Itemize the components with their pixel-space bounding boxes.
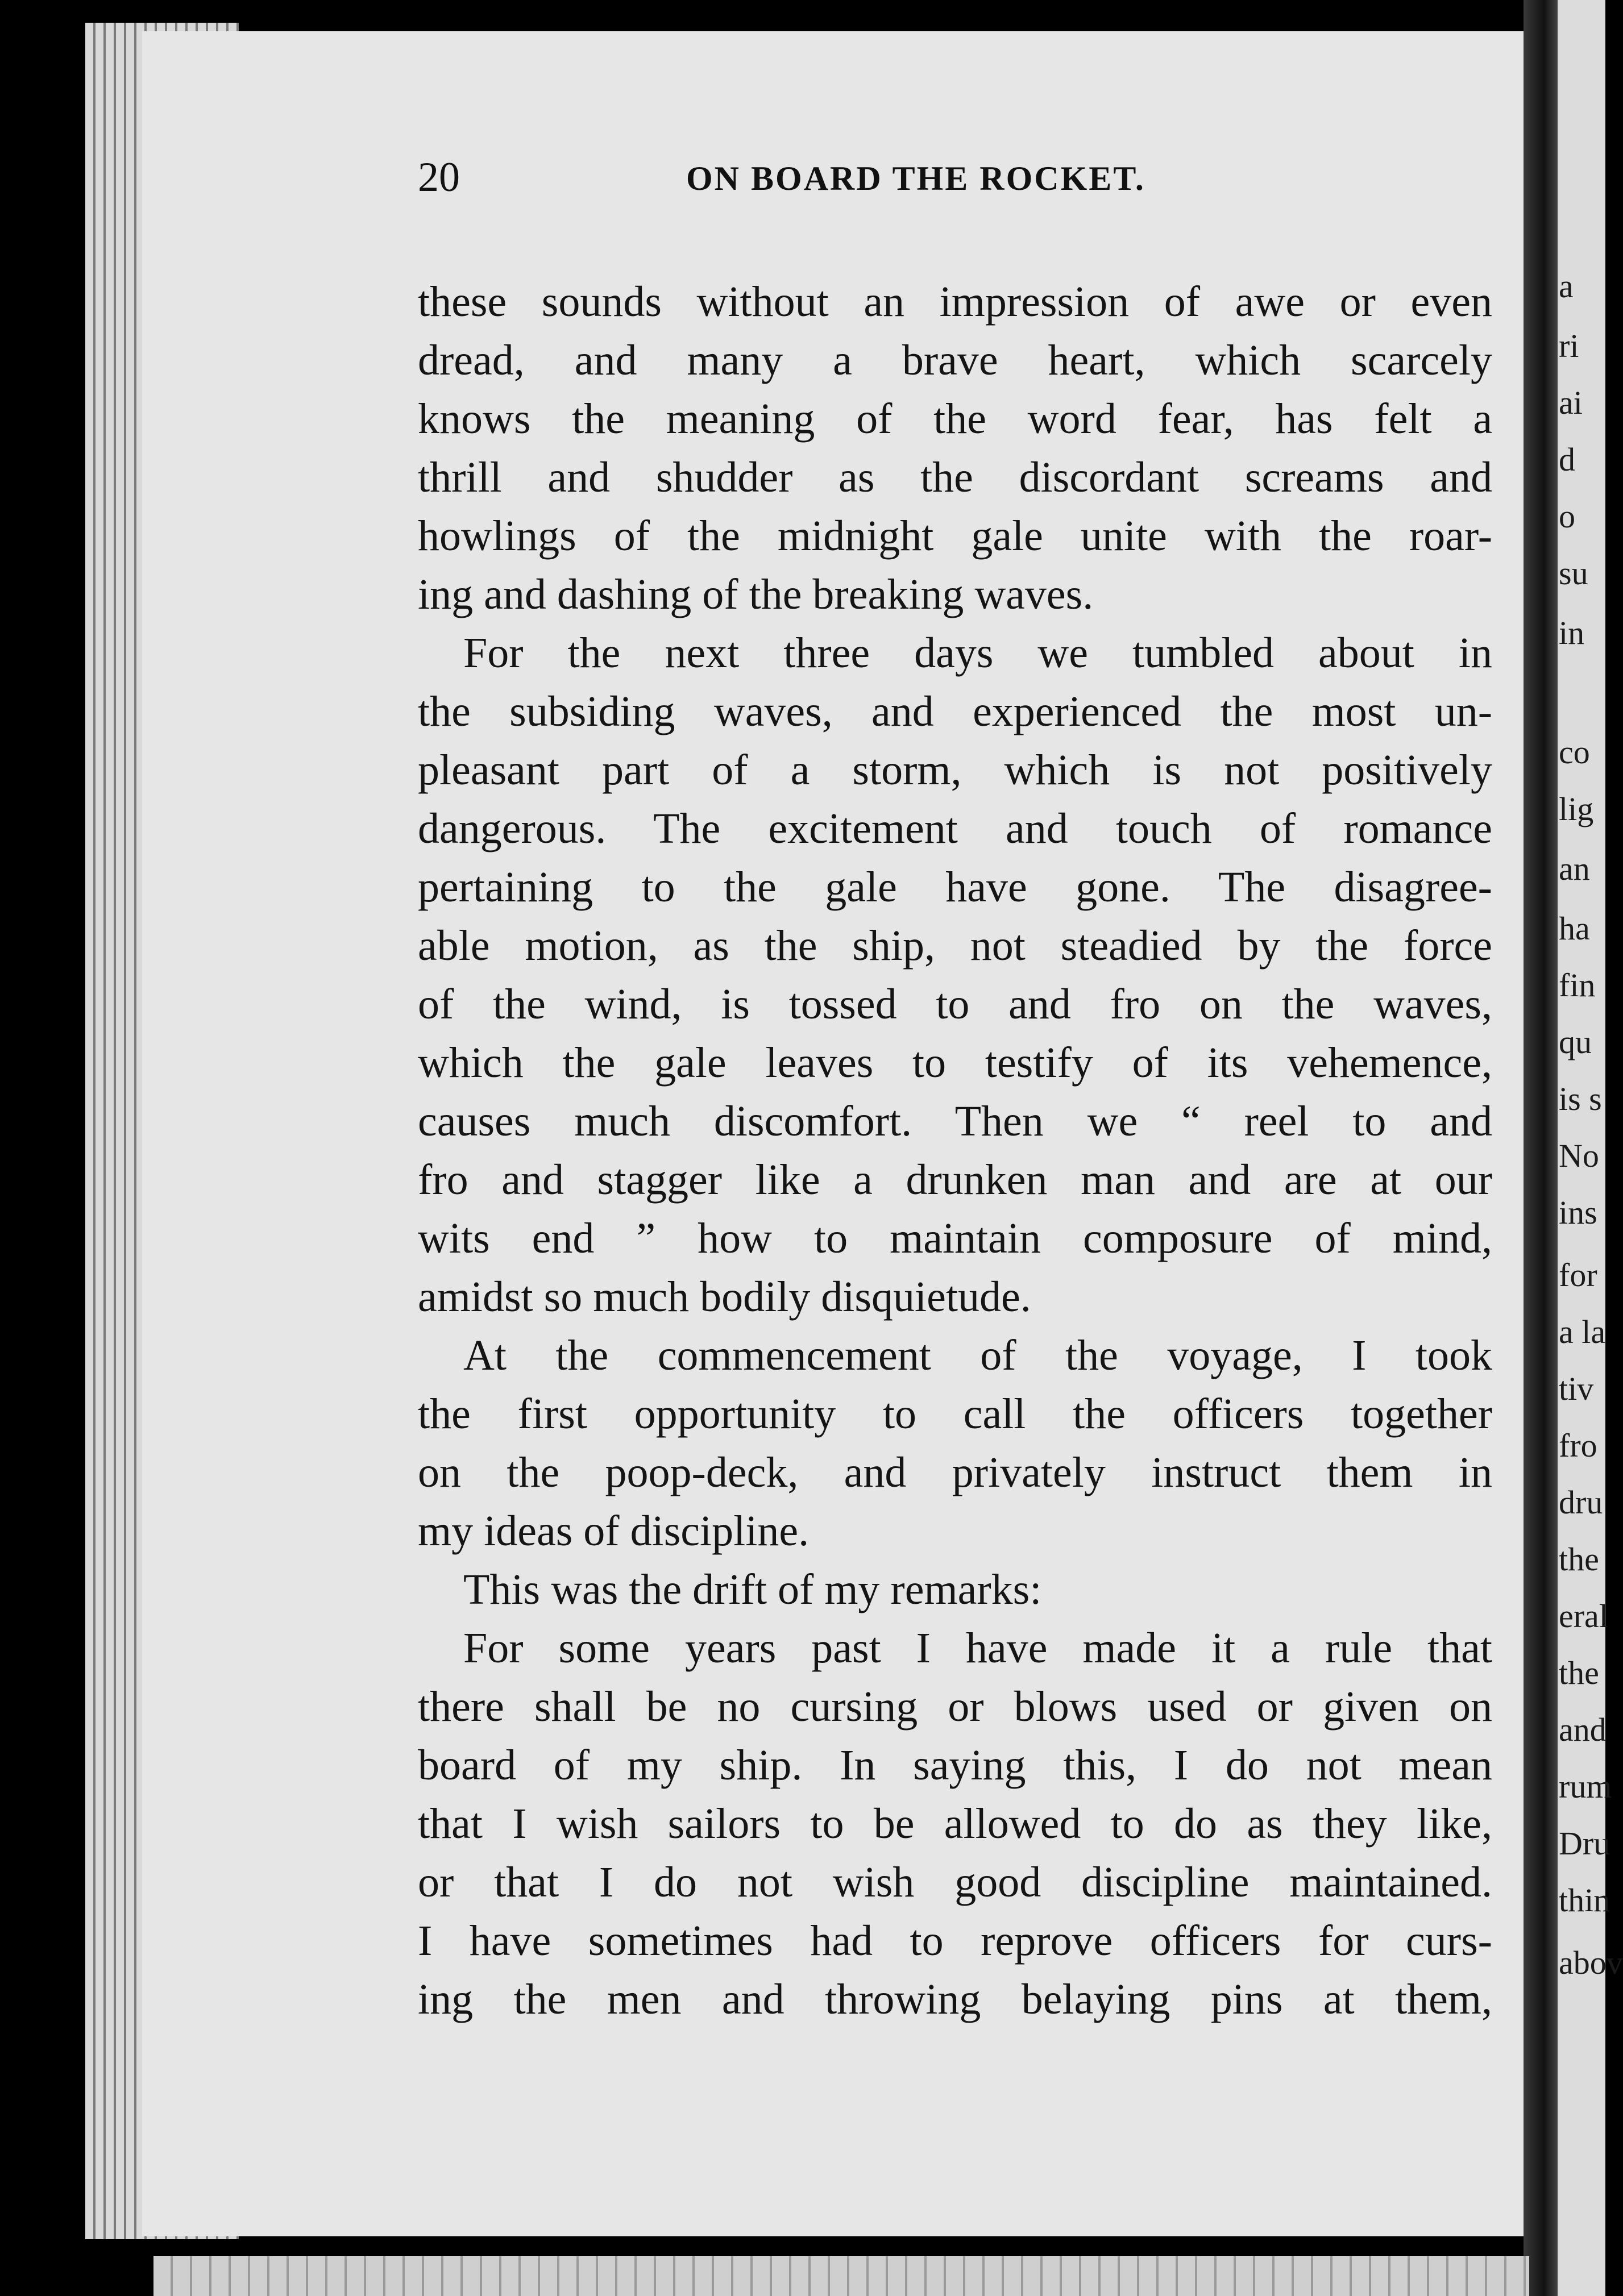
page-number: 20 xyxy=(418,154,460,201)
text-line: or that I do not wish good discipline maintained. xyxy=(418,1858,1492,1906)
text-line: I have sometimes had to reprove officers for curs- xyxy=(418,1917,1492,1965)
text-line: pertaining to the gale have gone. The disagree- xyxy=(418,863,1492,911)
text-line: that I wish sailors to be allowed to do as they like, xyxy=(418,1800,1492,1848)
text-line: At the commencement of the voyage, I took xyxy=(463,1332,1492,1379)
text-line: these sounds without an impression of awe or even xyxy=(418,278,1492,326)
facing-page-fragment: is s xyxy=(1559,1080,1602,1117)
text-line: there shall be no cursing or blows used or given on xyxy=(418,1683,1492,1731)
text-line: my ideas of discipline. xyxy=(418,1507,810,1555)
text-line: thrill and shudder as the discordant screams and xyxy=(418,454,1492,501)
body-text xyxy=(418,273,1492,2029)
text-line: fro and stagger like a drunken man and are at our xyxy=(418,1156,1492,1204)
facing-page-fragment: in xyxy=(1559,614,1585,651)
facing-page-fragment: qu xyxy=(1559,1024,1592,1060)
text-line: pleasant part of a storm, which is not positively xyxy=(418,746,1492,794)
facing-page-fragment: rum xyxy=(1559,1768,1612,1805)
text-line: which the gale leaves to testify of its vehemence, xyxy=(418,1039,1492,1087)
facing-page-fragment: dru xyxy=(1559,1484,1603,1521)
facing-page-fragment: fro xyxy=(1559,1427,1597,1464)
text-line: amidst so much bodily disquietude. xyxy=(418,1273,1031,1321)
facing-page-fragment: fin xyxy=(1559,967,1596,1004)
facing-page-fragment: No xyxy=(1559,1137,1599,1174)
facing-page-fragment: the xyxy=(1559,1654,1599,1691)
facing-page-fragment: thin xyxy=(1559,1882,1610,1919)
text-line: of the wind, is tossed to and fro on the waves, xyxy=(418,980,1492,1028)
facing-page-fragment: ri xyxy=(1559,327,1579,364)
text-line: This was the drift of my remarks: xyxy=(463,1566,1042,1613)
facing-page-fragment: ins xyxy=(1559,1194,1597,1231)
text-line: on the poop-deck, and privately instruct them in xyxy=(418,1449,1492,1496)
running-head xyxy=(418,153,1265,210)
facing-page-fragment: an xyxy=(1559,850,1590,887)
text-line: howlings of the midnight gale unite with the roar- xyxy=(418,512,1492,560)
facing-page-fragment: for xyxy=(1559,1257,1597,1293)
text-line: ing and dashing of the breaking waves. xyxy=(418,571,1094,618)
facing-page-fragment: eral xyxy=(1559,1598,1608,1634)
text-line: causes much discomfort. Then we “ reel to and xyxy=(418,1097,1492,1145)
facing-page-fragment: co xyxy=(1559,734,1590,771)
facing-page-fragment: and xyxy=(1559,1711,1607,1748)
text-line: able motion, as the ship, not steadied by the force xyxy=(418,922,1492,970)
text-line: wits end ” how to maintain composure of mind, xyxy=(418,1214,1492,1262)
text-line: For some years past I have made it a rule that xyxy=(463,1624,1492,1672)
text-line: the subsiding waves, and experienced the most un- xyxy=(418,688,1492,735)
facing-page-fragment: abov xyxy=(1559,1944,1623,1981)
running-title: ON BOARD THE ROCKET. xyxy=(686,160,1145,197)
facing-page-fragment: o xyxy=(1559,498,1575,535)
facing-page-fragment: the xyxy=(1559,1541,1599,1578)
facing-page-fragment: lig xyxy=(1559,791,1594,827)
facing-page-fragment: su xyxy=(1559,555,1588,592)
facing-page-fragment: a xyxy=(1559,268,1574,305)
text-line: dangerous. The excitement and touch of romance xyxy=(418,805,1492,852)
page-bottom-edges xyxy=(153,2256,1529,2296)
facing-page-fragment: ai xyxy=(1559,384,1583,421)
text-line: For the next three days we tumbled about in xyxy=(463,629,1492,677)
book-gutter xyxy=(1524,0,1558,2296)
text-line: dread, and many a brave heart, which scarcely xyxy=(418,336,1492,384)
text-line: board of my ship. In saying this, I do not mean xyxy=(418,1741,1492,1789)
text-line: the first opportunity to call the officers together xyxy=(418,1390,1492,1438)
facing-page-fragment: tiv xyxy=(1559,1370,1594,1407)
text-line: ing the men and throwing belaying pins at them, xyxy=(418,1975,1492,2023)
facing-page-fragment: Dru xyxy=(1559,1825,1610,1862)
facing-page-fragment: a la xyxy=(1559,1313,1606,1350)
facing-page-fragment: ha xyxy=(1559,910,1590,947)
facing-page-edge xyxy=(1558,0,1623,2296)
text-line: knows the meaning of the word fear, has felt a xyxy=(418,395,1492,443)
facing-page-fragment: d xyxy=(1559,441,1575,478)
